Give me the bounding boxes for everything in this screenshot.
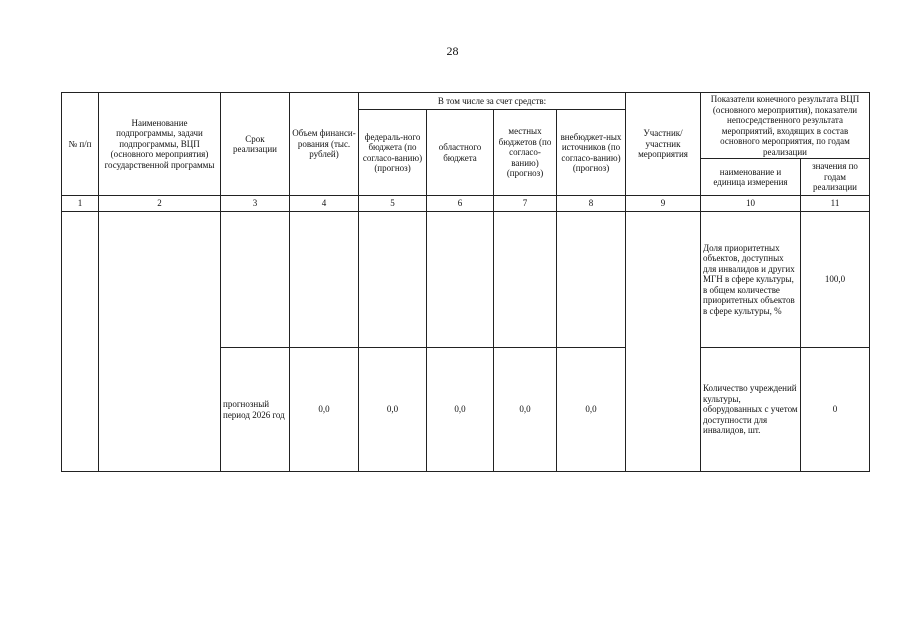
row-volume-cell (290, 212, 359, 348)
column-number: 11 (801, 196, 870, 212)
row-federal-cell: 0,0 (359, 348, 427, 472)
column-number: 2 (99, 196, 221, 212)
row-extrabudget-cell (557, 212, 626, 348)
header-row-top (62, 93, 870, 110)
row-number-cell (62, 212, 99, 472)
column-number: 10 (701, 196, 801, 212)
row-period-cell: прогнозный период 2026 год (221, 348, 290, 472)
header-regional: областного бюджета (427, 110, 494, 196)
table-row (62, 212, 870, 348)
row-value-cell: 100,0 (801, 212, 870, 348)
row-name-cell (99, 212, 221, 472)
column-number: 4 (290, 196, 359, 212)
header-local: местных бюджетов (по согласо-ванию) (прогноз) (494, 110, 557, 196)
row-indicator-cell: Количество учреждений культуры, оборудованных с учетом доступности для инвалидов, шт. (701, 348, 801, 472)
column-number: 5 (359, 196, 427, 212)
row-extrabudget-cell: 0,0 (557, 348, 626, 472)
column-number: 6 (427, 196, 494, 212)
column-number: 3 (221, 196, 290, 212)
header-participant: Участник/ участник мероприятия (626, 93, 701, 196)
header-indicator-values: значения по годам реализации (801, 159, 870, 196)
column-numbers-row (62, 196, 870, 212)
row-federal-cell (359, 212, 427, 348)
row-value-cell: 0 (801, 348, 870, 472)
header-indicator-name: наименование и единица измерения (701, 159, 801, 196)
row-regional-cell: 0,0 (427, 348, 494, 472)
header-indicators-group: Показатели конечного результата ВЦП (основного мероприятия), показатели непосредственного результата мероприятий, входящих в состав основного мероприятия, по годам реализации (701, 93, 870, 159)
header-period: Срок реализации (221, 93, 290, 196)
header-federal: федераль-ного бюджета (по согласо-ванию) (прогноз) (359, 110, 427, 196)
column-number: 7 (494, 196, 557, 212)
row-local-cell: 0,0 (494, 348, 557, 472)
row-period-cell (221, 212, 290, 348)
header-number: № п/п (62, 93, 99, 196)
column-number: 1 (62, 196, 99, 212)
row-regional-cell (427, 212, 494, 348)
header-volume: Объем финанси-рования (тыс. рублей) (290, 93, 359, 196)
header-sources-group: В том числе за счет средств: (359, 93, 626, 110)
column-number: 9 (626, 196, 701, 212)
page-number: 28 (446, 44, 459, 58)
row-volume-cell: 0,0 (290, 348, 359, 472)
program-table (61, 92, 870, 472)
row-local-cell (494, 212, 557, 348)
row-indicator-cell: Доля приоритетных объектов, доступных для инвалидов и других МГН в сфере культуры, в общем количестве приоритетных объектов в сфере культуры, % (701, 212, 801, 348)
header-name: Наименование подпрограммы, задачи подпрограммы, ВЦП (основного мероприятия) государственной программы (99, 93, 221, 196)
row-participant-cell (626, 212, 701, 472)
column-number: 8 (557, 196, 626, 212)
header-extrabudget: внебюджет-ных источников (по согласо-ванию) (прогноз) (557, 110, 626, 196)
